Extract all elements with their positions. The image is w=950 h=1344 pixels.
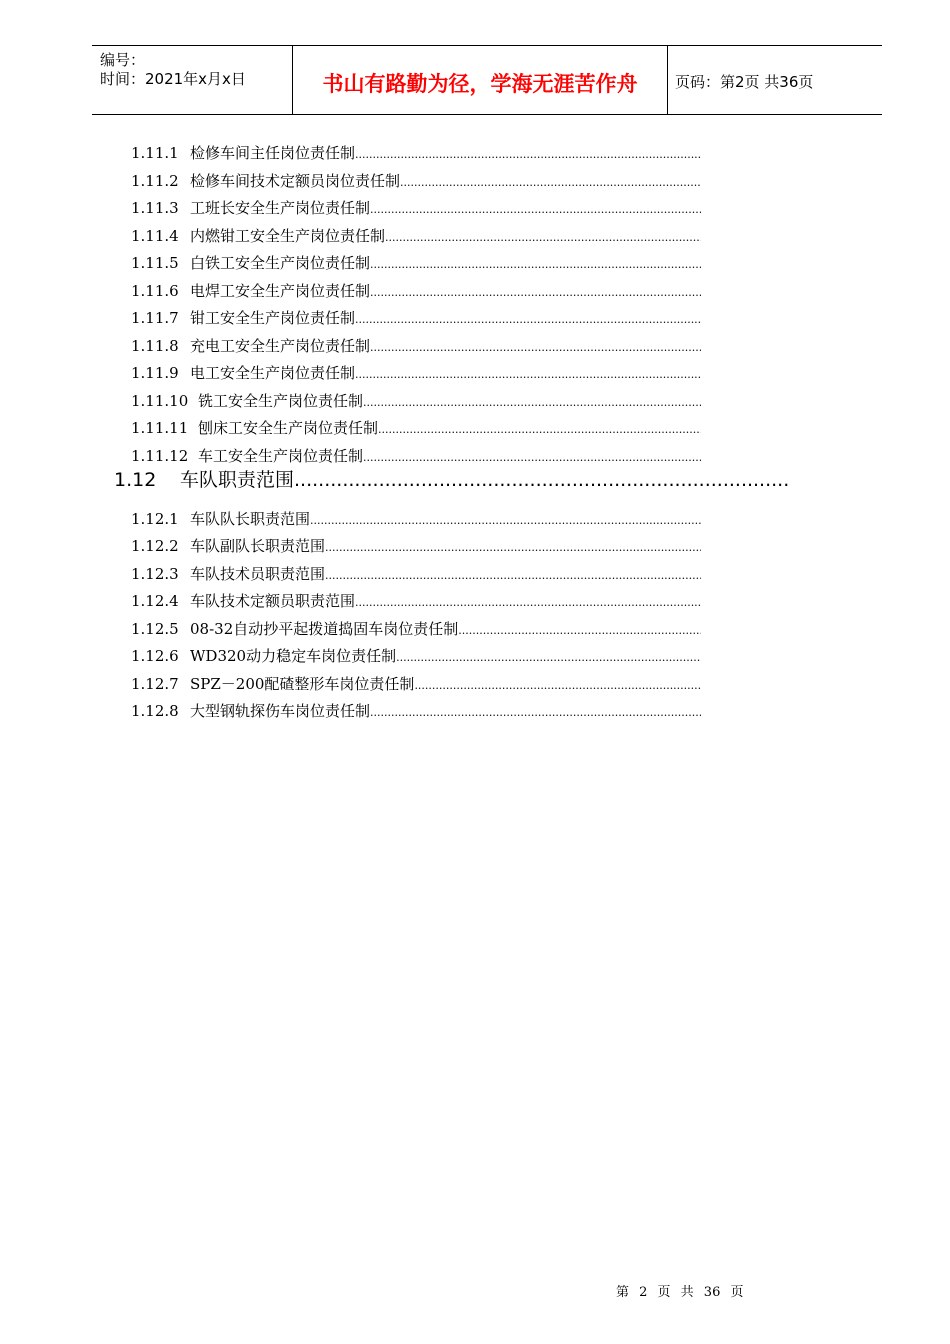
toc-dot-leader [355,365,701,385]
toc-dot-leader [370,338,701,358]
toc-entry-number: 1.11.5 [131,254,179,272]
toc-entry-title: 铣工安全生产岗位责任制 [198,392,364,410]
toc-dot-leader [385,228,701,248]
toc-entry-title: 大型钢轨探伤车岗位责任制 [190,702,371,720]
toc-entry-number: 1.11.6 [131,282,179,300]
toc-dot-leader [325,566,701,586]
document-number-label: 编号： [100,51,146,69]
toc-entry-number: 1.12.4 [131,592,179,610]
toc-dot-leader [355,145,701,165]
toc-entry[interactable] [131,418,701,438]
header-info-cell [92,46,292,114]
toc-entry[interactable] [131,281,701,301]
toc-entry-number: 1.12.8 [131,702,179,720]
toc-entry-title: 刨床工安全生产岗位责任制 [198,419,379,437]
toc-dot-leader [355,310,701,330]
toc-dot-leader [355,593,701,613]
toc-entry[interactable] [131,509,701,529]
toc-section-title: 车队职责范围 [180,469,295,491]
toc-entry-title: 车队副队长职责范围 [190,537,326,555]
toc-entry-number: 1.12.5 [131,620,179,638]
toc-entry-number: 1.11.9 [131,364,179,382]
toc-entry-number: 1.11.10 [131,392,189,410]
motto-text: 书山有路勤为径，学海无涯苦作舟 [322,72,638,96]
toc-dot-leader [378,420,701,440]
toc-entry-title: 内燃钳工安全生产岗位责任制 [190,227,386,245]
toc-dot-leader [294,466,790,494]
toc-entry-number: 1.11.11 [131,419,189,437]
toc-dot-leader [370,703,701,723]
toc-entry-title: 检修车间主任岗位责任制 [190,144,356,162]
toc-entry[interactable] [131,198,701,218]
toc-entry[interactable] [131,391,701,411]
toc-dot-leader [396,648,701,668]
toc-entry-number: 1.12.2 [131,537,179,555]
toc-entry-number: 1.11.12 [131,447,189,465]
toc-entry[interactable] [131,446,701,466]
toc-entry-number: 1.12.1 [131,510,179,528]
toc-dot-leader [363,448,701,468]
toc-entry-number: 1.11.4 [131,227,179,245]
toc-entry[interactable] [131,363,701,383]
toc-entry-title: SPZ－200配碴整形车岗位责任制 [190,675,415,693]
toc-entry[interactable] [131,253,701,273]
toc-dot-leader [370,200,701,220]
toc-entry-number: 1.11.1 [131,144,179,162]
header-motto-cell [292,46,668,114]
toc-entry-title: 车队技术员职责范围 [190,565,326,583]
toc-entry-title: 车工安全生产岗位责任制 [198,447,364,465]
toc-entry-number: 1.11.7 [131,309,179,327]
document-time-label: 时间：2021年x月x日 [100,70,246,88]
toc-entry-title: 电焊工安全生产岗位责任制 [190,282,371,300]
toc-entry[interactable] [131,336,701,356]
toc-entry-title: 充电工安全生产岗位责任制 [190,337,371,355]
toc-entry[interactable] [131,701,701,721]
toc-entry-title: 电工安全生产岗位责任制 [190,364,356,382]
toc-section-entry[interactable] [114,466,790,494]
toc-dot-leader [310,511,701,531]
toc-entry[interactable] [131,619,701,639]
toc-entry[interactable] [131,308,701,328]
page-header [92,45,882,115]
toc-entry[interactable] [131,674,701,694]
toc-entry-title: 钳工安全生产岗位责任制 [190,309,356,327]
toc-entry-title: WD320动力稳定车岗位责任制 [190,647,397,665]
toc-entry-title: 检修车间技术定额员岗位责任制 [190,172,401,190]
toc-entry-title: 08-32自动抄平起拨道捣固车岗位责任制 [190,620,459,638]
toc-entry-number: 1.11.3 [131,199,179,217]
toc-entry-title: 白铁工安全生产岗位责任制 [190,254,371,272]
toc-entry-title: 车队队长职责范围 [190,510,311,528]
toc-dot-leader [400,173,701,193]
toc-entry[interactable] [131,591,701,611]
toc-entry-number: 1.12.3 [131,565,179,583]
header-page-cell [667,46,882,114]
footer-page-number: 第 2 页 共 36 页 [616,1285,744,1300]
toc-dot-leader [325,538,701,558]
toc-section-number: 1.12 [114,469,157,491]
toc-dot-leader [370,255,701,275]
header-page-number: 页码：第2页 共36页 [675,73,814,91]
toc-entry-title: 车队技术定额员职责范围 [190,592,356,610]
toc-entry[interactable] [131,646,701,666]
toc-entry-number: 1.12.6 [131,647,179,665]
toc-entry[interactable] [131,564,701,584]
toc-entry[interactable] [131,171,701,191]
toc-entry-number: 1.12.7 [131,675,179,693]
toc-dot-leader [363,393,701,413]
toc-entry-number: 1.11.2 [131,172,179,190]
toc-dot-leader [458,621,701,641]
toc-entry[interactable] [131,536,701,556]
toc-entry[interactable] [131,143,701,163]
toc-entry-number: 1.11.8 [131,337,179,355]
toc-dot-leader [414,676,701,696]
toc-dot-leader [370,283,701,303]
toc-entry[interactable] [131,226,701,246]
toc-entry-title: 工班长安全生产岗位责任制 [190,199,371,217]
